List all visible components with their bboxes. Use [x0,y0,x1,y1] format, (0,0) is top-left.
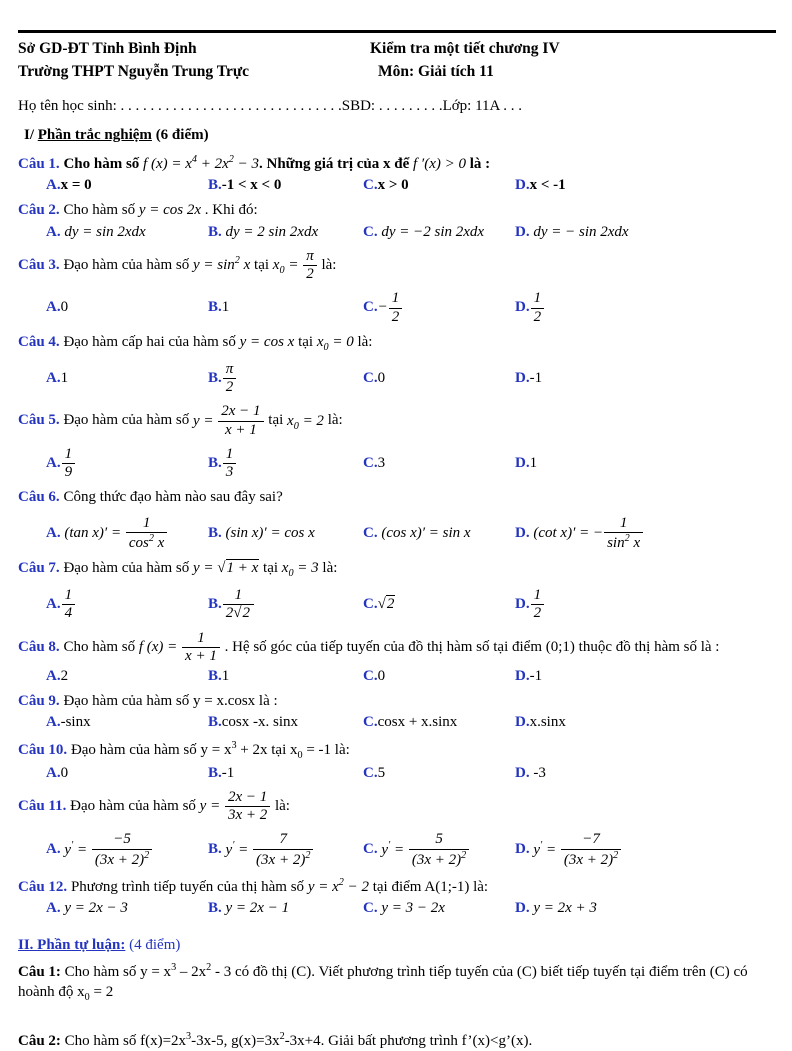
answer-option-b [208,713,363,732]
option-content: 3 [377,454,386,471]
answer-option-d [515,764,778,783]
answer-option-c [363,524,515,543]
section1-heading [18,126,778,145]
question-text: Đạo hàm của hàm số y = $\frac{2x - 1}{3x + 2}$ là: [70,788,290,824]
answer-option-c [363,713,515,732]
answer-option-a [46,831,208,869]
option-letter: A. [46,369,61,386]
question-text-row [18,630,778,666]
question [18,403,778,481]
option-letter: B. [208,177,222,194]
answer-option-d [515,831,778,869]
answer-options-row [46,899,778,918]
question-text: Đạo hàm cấp hai của hàm số y = cos x tại $x_0 = 0$ là: [63,333,373,353]
question-number: Câu 4. [18,333,64,350]
question-text: Đạo hàm của hàm số $y = \sin^2 x$ tại $x_0$ = $\frac{\pi}{2}$ là: [63,247,337,283]
question-number: Câu 7. [18,560,64,577]
answer-options-row [46,764,778,783]
option-letter: C. [363,764,378,781]
option-letter: A. [46,455,61,472]
answer-option-b [208,667,363,686]
question-text-row [18,559,778,580]
answer-option-b [208,361,363,397]
option-letter: C. [363,841,378,858]
question [18,559,778,623]
answer-options-row [46,587,778,623]
question [18,333,778,397]
option-letter: B. [208,714,222,731]
option-content: cosx + x.sinx [377,714,458,731]
question-text-row [18,692,778,711]
answer-option-d [515,899,778,918]
option-letter: A. [46,524,61,541]
top-divider [18,30,776,33]
answer-option-b [208,524,363,543]
option-content: -1 [529,369,543,386]
option-letter: D. [515,369,530,386]
answer-option-d [515,587,778,623]
option-content: (tan x)′ = $\frac{1}{\cos^2 x}$ [61,525,169,541]
header-right-column [370,39,560,85]
option-letter: B. [208,841,222,858]
option-letter: A. [46,223,61,240]
answer-option-d [515,223,778,242]
option-content: 1 [221,299,230,316]
option-letter: D. [515,223,530,240]
option-content: -1 < x < 0 [221,177,282,194]
answer-option-c [363,831,515,869]
answer-options-row [46,446,778,482]
question-number: Câu 2. [18,202,64,219]
answer-option-a [46,298,208,317]
answer-option-d [515,176,778,195]
essay-question-label: Câu 1: [18,964,61,981]
option-content: 0 [60,299,69,316]
answer-option-c [363,667,515,686]
exam-title: Kiểm tra một tiết chương IV [370,40,560,57]
option-content: $\frac{1}{4}$ [61,596,77,612]
answer-option-b [208,176,363,195]
answer-option-c [363,223,515,242]
school-name: Trường THPT Nguyễn Trung Trực [18,62,250,80]
answer-option-c [363,764,515,783]
option-content: y = 2x + 3 [533,900,597,917]
answer-option-d [515,515,778,553]
essay-question [18,961,778,1003]
option-content: x > 0 [377,177,409,194]
question [18,630,778,687]
option-letter: A. [46,764,61,781]
question-text-row [18,739,778,762]
option-content: 2 [60,668,69,685]
answer-option-c [363,899,515,918]
answer-option-a [46,713,208,732]
option-letter: A. [46,900,61,917]
question-text: Cho hàm số f $(x) = x^4 + 2x^2 - 3$. Những giá trị của x để f ′(x) > 0 là : [63,154,491,173]
question-text-row [18,403,778,439]
option-content: y = 2x − 1 [225,900,290,917]
answer-option-b [208,223,363,242]
question [18,876,778,918]
answer-options-row [46,667,778,686]
header-left-column [18,39,370,85]
answer-option-a [46,667,208,686]
option-content: x = 0 [60,177,92,194]
option-content: 1 [60,369,69,386]
option-letter: B. [208,370,222,387]
section1-title: Phần trắc nghiệm [37,126,152,143]
question-text-row [18,201,778,220]
option-letter: C. [363,668,378,685]
answer-option-c [363,454,515,473]
section2-heading [18,936,778,955]
option-letter: A. [46,596,61,613]
question [18,248,778,326]
option-content: 1 [221,668,230,685]
question [18,739,778,783]
option-letter: C. [363,177,378,194]
question-text-row [18,333,778,354]
question-number: Câu 9. [18,693,64,710]
question-number: Câu 8. [18,638,64,655]
option-letter: C. [363,714,378,731]
option-content: dy = sin 2xdx [64,223,146,240]
answer-option-a [46,176,208,195]
option-letter: D. [515,764,530,781]
answer-option-c [363,176,515,195]
section2-title: II. Phần tự luận: [18,937,126,954]
option-letter: C. [363,900,378,917]
option-content: $\frac{1}{2√2}$ [222,596,255,612]
option-content: y = 3 − 2x [381,900,445,917]
option-letter: C. [363,524,378,541]
option-letter: D. [515,668,530,685]
question-text: Đạo hàm của hàm số $y = x^3 + 2x$ tại $x_0 = -1$ là: [70,739,350,761]
option-content: dy = − sin 2xdx [533,223,629,240]
option-content: 5 [377,764,386,781]
option-content: y′ = $\frac{7}{(3x + 2)^2}$ [222,842,315,858]
essay-questions [18,961,778,1050]
answer-option-a [46,515,208,553]
student-info-line: Họ tên học sinh: . . . . . . . . . . . . . . . . . . . . . . . . . . . . . .SBD: . . . . . . . . .Lớp: 11A . . . [18,97,523,114]
answer-option-d [515,713,778,732]
answer-option-b [208,899,363,918]
answer-option-a [46,446,208,482]
question-text-row [18,488,778,507]
option-content: 0 [377,668,386,685]
option-content: -sinx [60,714,91,731]
question-text-row [18,153,778,174]
option-letter: C. [363,454,378,471]
answer-option-c [363,595,515,614]
question-text: Đạo hàm của hàm số y = √1 + x tại $x_0 = 3$ là: [63,560,338,580]
option-content: $\frac{\pi}{2}$ [222,370,238,386]
answer-option-b [208,831,363,869]
option-letter: D. [515,714,530,731]
option-letter: D. [515,177,530,194]
option-letter: B. [208,900,222,917]
answer-option-a [46,899,208,918]
answer-option-a [46,369,208,388]
option-content: -1 [221,764,235,781]
option-content: dy = −2 sin 2xdx [381,223,485,240]
question [18,692,778,732]
answer-option-c [363,369,515,388]
answer-option-b [208,298,363,317]
answer-option-b [208,446,363,482]
question-text-row [18,876,778,897]
question-text: Cho hàm số f (x) = $\frac{1}{x + 1}$ . Hệ số góc của tiếp tuyến của đồ thị hàm số tại điểm (0;1) thuộc đồ thị hàm số là : [63,629,720,664]
option-content: − $\frac{1}{2}$ [378,299,404,315]
option-content: y′ = $\frac{-5}{(3x + 2)^2}$ [61,842,154,858]
option-letter: A. [46,177,61,194]
department-name: Sở GD-ĐT Tỉnh Bình Định [18,40,197,57]
option-content: (cos x)′ = sin x [381,524,471,541]
option-content: y′ = $\frac{-7}{(3x + 2)^2}$ [530,842,623,858]
option-content: cosx -x. sinx [221,714,299,731]
multiple-choice-questions [18,153,778,918]
option-content: $\frac{1}{2}$ [530,299,546,315]
question-text: Phương trình tiếp tuyến của thị hàm số $y = x^2 - 2$ tại điểm A(1;-1) là: [70,876,489,895]
option-letter: C. [363,596,378,613]
question-text: Đạo hàm của hàm số y = x.cosx là : [63,693,278,710]
option-letter: C. [363,299,378,316]
question-number: Câu 12. [18,878,71,895]
answer-option-d [515,667,778,686]
question-text: Cho hàm số y = cos 2x . Khi đó: [63,202,258,219]
option-letter: B. [208,524,222,541]
section1-prefix: I/ [24,126,35,143]
option-letter: B. [208,764,222,781]
question-number: Câu 11. [18,798,71,815]
option-letter: D. [515,524,530,541]
answer-option-d [515,369,778,388]
section2-points: (4 điểm) [125,937,181,954]
section1-points: (6 điểm) [155,126,209,143]
option-content: (sin x)′ = cos x [225,524,315,541]
option-content: dy = 2 sin 2xdx [225,223,319,240]
option-content: √2 [377,596,395,613]
option-content: -3 [529,764,546,781]
option-content: $\frac{1}{2}$ [530,596,546,612]
option-letter: A. [46,668,61,685]
question [18,153,778,195]
option-letter: D. [515,454,530,471]
answer-option-a [46,223,208,242]
question-number: Câu 10. [18,741,71,758]
answer-option-a [46,764,208,783]
option-content: 1 [529,454,538,471]
answer-options-row [46,290,778,326]
answer-options-row [46,223,778,242]
question-number: Câu 6. [18,489,64,506]
question-number: Câu 1. [18,156,64,173]
answer-options-row [46,713,778,732]
option-letter: D. [515,299,530,316]
question [18,789,778,869]
option-letter: D. [515,900,530,917]
essay-question-text: Cho hàm số $f(x)=2x^3-3x-5$, $g(x)=3x^2-3x+4$. Giải bất phương trình f’(x)<g’(x). [64,1030,533,1049]
answer-option-a [46,587,208,623]
option-content: -1 [529,668,543,685]
option-content: y′ = $\frac{5}{(3x + 2)^2}$ [378,842,471,858]
answer-option-b [208,764,363,783]
answer-option-b [208,587,363,623]
option-content: (cot x)′ = − $\frac{1}{\sin^2 x}$ [530,525,645,541]
option-content: 0 [377,369,386,386]
option-letter: D. [515,596,530,613]
option-letter: B. [208,455,222,472]
answer-option-c [363,290,515,326]
option-content: x < -1 [529,177,566,194]
question-number: Câu 3. [18,256,64,273]
question [18,488,778,552]
exam-header [18,39,778,85]
question-text: Đạo hàm của hàm số y = $\frac{2x - 1}{x + 1}$ tại $x_0 = 2$ là: [63,403,343,438]
option-letter: B. [208,668,222,685]
answer-options-row [46,176,778,195]
question-number: Câu 5. [18,412,64,429]
option-letter: A. [46,714,61,731]
option-letter: B. [208,596,222,613]
question-text-row [18,248,778,284]
option-content: x.sinx [529,714,566,731]
question-text: Công thức đạo hàm nào sau đây sai? [63,489,283,506]
option-letter: B. [208,223,222,240]
answer-option-d [515,290,778,326]
essay-question [18,1030,778,1051]
option-content: $\frac{1}{3}$ [222,455,238,471]
answer-options-row [46,831,778,869]
question [18,201,778,241]
answer-options-row [46,361,778,397]
question-text-row [18,789,778,825]
answer-option-d [515,454,778,473]
option-letter: C. [363,369,378,386]
option-letter: A. [46,299,61,316]
option-letter: B. [208,299,222,316]
exam-subject: Môn: Giải tích 11 [378,62,494,80]
option-letter: C. [363,223,378,240]
answer-options-row [46,515,778,553]
option-content: y = 2x − 3 [64,900,128,917]
option-content: $\frac{1}{9}$ [61,455,77,471]
option-letter: D. [515,841,530,858]
option-letter: A. [46,841,61,858]
essay-question-text: Cho hàm số $y = x^3 - 2x^2 - 3$ có đồ thị (C). Viết phương trình tiếp tuyến của (C) biết tiếp tuyến tại điểm trên (C) có hoành độ $x_0 = 2$ [18,962,748,1003]
essay-question-label: Câu 2: [18,1032,61,1049]
option-content: 0 [60,764,69,781]
